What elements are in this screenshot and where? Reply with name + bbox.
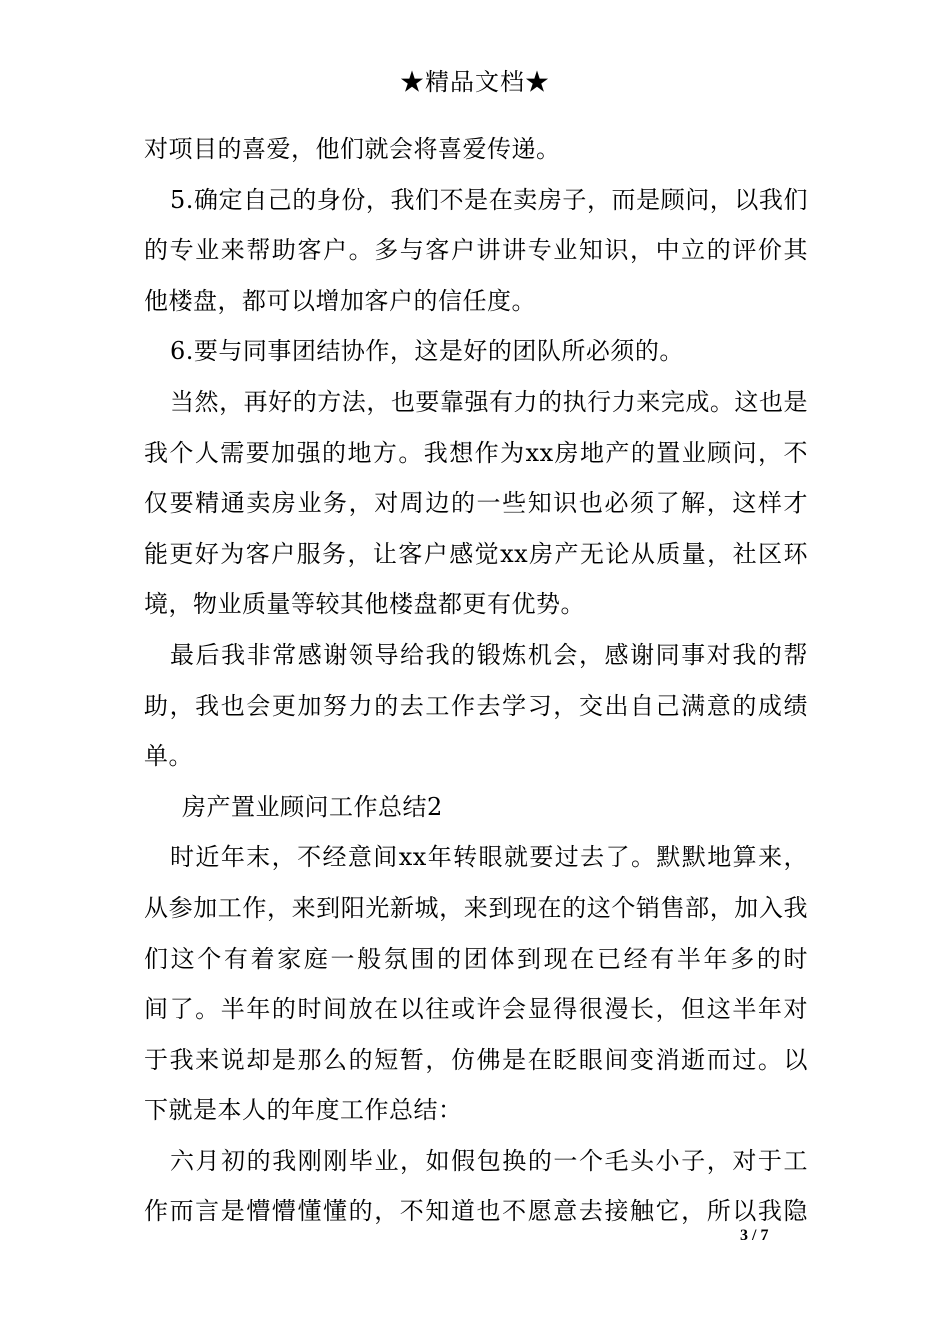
paragraph-line: 我个人需要加强的地方。我想作为xx房地产的置业顾问，不 [144, 438, 808, 467]
paragraph-line: 他楼盘，都可以增加客户的信任度。 [144, 286, 536, 315]
paragraph-line: 对项目的喜爱，他们就会将喜爱传递。 [144, 135, 561, 163]
paragraph-line: 们这个有着家庭一般氛围的团体到现在已经有半年多的时 [144, 944, 808, 973]
paragraph-line: 最后我非常感谢领导给我的锻炼机会，感谢同事对我的帮 [170, 640, 808, 669]
paragraph-line: 5.确定自己的身份，我们不是在卖房子，而是顾问，以我们 [170, 185, 808, 214]
paragraph-line: 单。 [144, 742, 193, 771]
paragraph-line: 的专业来帮助客户。多与客户讲讲专业知识，中立的评价其 [144, 236, 808, 265]
document-header-title: ★精品文档★ [400, 68, 550, 96]
paragraph-line: 于我来说却是那么的短暂，仿佛是在眨眼间变消逝而过。以 [144, 1045, 808, 1074]
paragraph-line: 6.要与同事团结协作，这是好的团队所必须的。 [170, 337, 684, 366]
document-body [144, 124, 808, 1237]
paragraph-line: 六月初的我刚刚毕业，如假包换的一个毛头小子，对于工 [170, 1146, 808, 1175]
paragraph-line: 境，物业质量等较其他楼盘都更有优势。 [144, 590, 585, 619]
paragraph-line: 仅要精通卖房业务，对周边的一些知识也必须了解，这样才 [144, 489, 808, 518]
paragraph-line: 作而言是懵懵懂懂的，不知道也不愿意去接触它，所以我隐 [144, 1197, 808, 1226]
paragraph-line: 间了。半年的时间放在以往或许会显得很漫长，但这半年对 [144, 995, 808, 1024]
paragraph-line: 能更好为客户服务，让客户感觉xx房产无论从质量，社区环 [144, 539, 808, 568]
paragraph-line: 助，我也会更加努力的去工作去学习，交出自己满意的成绩 [144, 691, 808, 720]
paragraph-line: 下就是本人的年度工作总结： [144, 1096, 463, 1125]
section-heading: 房产置业顾问工作总结2 [182, 792, 443, 821]
paragraph-line: 当然，再好的方法，也要靠强有力的执行力来完成。这也是 [170, 387, 808, 416]
paragraph-line: 从参加工作，来到阳光新城，来到现在的这个销售部，加入我 [144, 893, 808, 922]
paragraph-line: 时近年末，不经意间xx年转眼就要过去了。默默地算来， [170, 843, 808, 872]
page-number: 3 / 7 [740, 1227, 769, 1244]
